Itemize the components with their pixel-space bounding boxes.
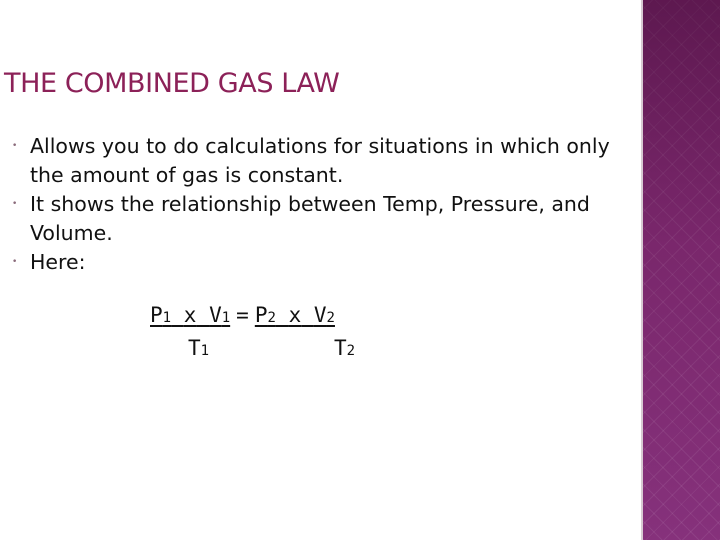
p1-subscript: 1 (162, 310, 172, 326)
bullet-icon: • (12, 257, 18, 267)
bullet-item (12, 248, 642, 277)
formula-denominators (150, 333, 356, 363)
slide-title: THE COMBINED GAS LAW (4, 68, 340, 99)
bullet-text: It shows the relationship between Temp, Pressure, and Volume. (30, 192, 590, 245)
multiply-sign: x (183, 303, 197, 327)
t2-symbol: T (334, 336, 347, 360)
combined-gas-law-formula (150, 300, 356, 363)
left-numerator (150, 303, 230, 327)
v2-subscript: 2 (326, 310, 335, 326)
t2-subscript: 2 (346, 343, 356, 359)
bullet-item (12, 132, 642, 190)
p1-symbol: P (150, 303, 163, 327)
v1-subscript: 1 (221, 310, 231, 326)
bullet-item (12, 190, 642, 248)
formula-numerators (150, 300, 335, 333)
bullet-text: Here: (30, 250, 86, 274)
bullet-icon: • (12, 141, 18, 151)
p2-subscript: 2 (267, 310, 276, 326)
bullet-list (12, 132, 642, 277)
t1-symbol: T (188, 336, 201, 360)
right-denominator (334, 333, 355, 366)
left-denominator (188, 333, 209, 366)
bullet-text: Allows you to do calculations for situations in which only the amount of gas is constant. (30, 134, 610, 187)
v1-symbol: V (209, 303, 222, 327)
p2-symbol: P (254, 303, 268, 327)
multiply-sign: x (288, 303, 302, 327)
bullet-icon: • (12, 199, 18, 209)
t1-subscript: 1 (200, 343, 210, 359)
decorative-side-panel (643, 0, 720, 540)
right-numerator (255, 303, 335, 327)
equals-sign: = (236, 303, 249, 327)
v2-symbol: V (313, 303, 327, 327)
